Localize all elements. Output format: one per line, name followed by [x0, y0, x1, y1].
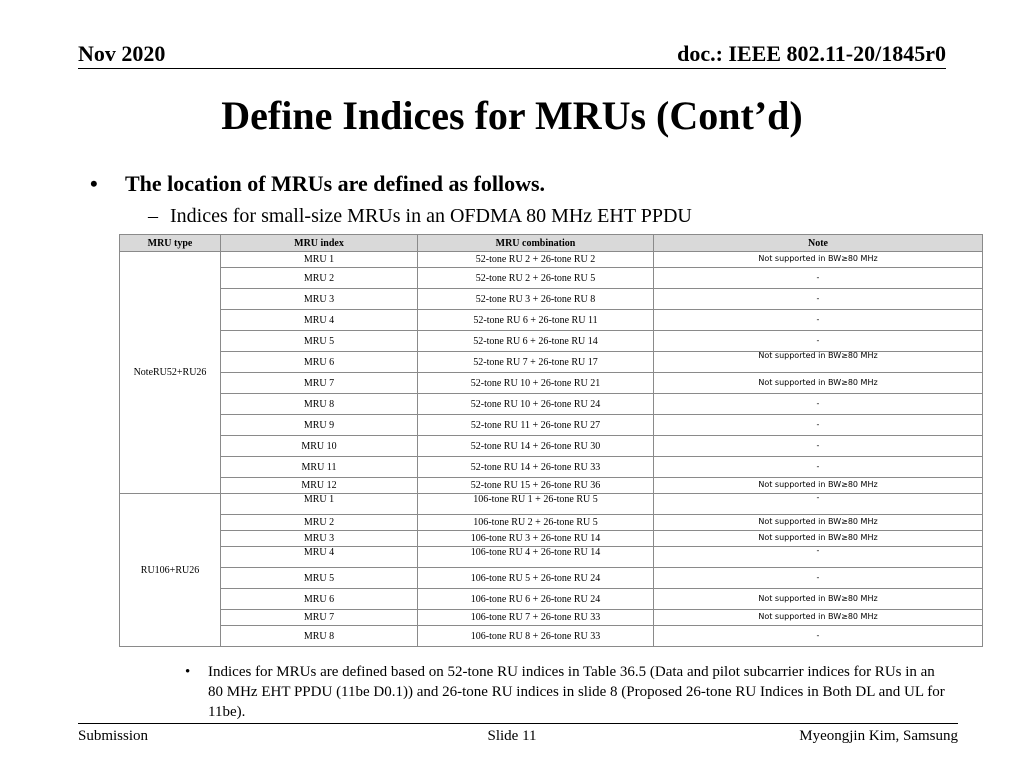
table-row	[120, 289, 983, 310]
note-cell: -	[654, 310, 983, 331]
footnote-marker: •	[185, 664, 191, 680]
note-cell: Not supported in BW≥80 MHz	[654, 252, 983, 268]
note-cell: -	[654, 568, 983, 589]
mru-index-cell: MRU 7	[221, 373, 418, 394]
table-row	[120, 531, 983, 547]
note-cell: -	[654, 626, 983, 647]
bullet-text: The location of MRUs are defined as follows.	[125, 171, 546, 196]
mru-combination-cell: 106-tone RU 5 + 26-tone RU 24	[418, 568, 654, 589]
table-row	[120, 515, 983, 531]
mru-index-cell: MRU 8	[221, 626, 418, 647]
table-row	[120, 394, 983, 415]
bullet-marker: •	[90, 171, 98, 196]
note-cell: Not supported in BW≥80 MHz	[654, 373, 983, 394]
note-cell: -	[654, 415, 983, 436]
column-header: MRU index	[221, 235, 418, 252]
mru-index-cell: MRU 1	[221, 494, 418, 515]
table-row	[120, 478, 983, 494]
table-row	[120, 457, 983, 478]
note-cell: -	[654, 268, 983, 289]
table-row	[120, 331, 983, 352]
header-date: Nov 2020	[78, 41, 166, 66]
note-cell: Not supported in BW≥80 MHz	[654, 589, 983, 610]
mru-combination-cell: 52-tone RU 6 + 26-tone RU 14	[418, 331, 654, 352]
mru-index-cell: MRU 4	[221, 310, 418, 331]
table-row	[120, 310, 983, 331]
column-header: MRU type	[120, 235, 221, 252]
header-divider	[78, 68, 946, 69]
column-header: MRU combination	[418, 235, 654, 252]
mru-combination-cell: 106-tone RU 7 + 26-tone RU 33	[418, 610, 654, 626]
mru-combination-cell: 106-tone RU 6 + 26-tone RU 24	[418, 589, 654, 610]
mru-index-cell: MRU 3	[221, 531, 418, 547]
mru-combination-cell: 52-tone RU 10 + 26-tone RU 24	[418, 394, 654, 415]
footer-submission: Submission	[78, 728, 149, 744]
mru-combination-cell: 52-tone RU 6 + 26-tone RU 11	[418, 310, 654, 331]
note-cell: -	[654, 289, 983, 310]
mru-index-cell: MRU 2	[221, 515, 418, 531]
table-header-row	[120, 235, 983, 252]
mru-index-cell: MRU 5	[221, 568, 418, 589]
bullet-level2	[148, 205, 692, 228]
mru-index-cell: MRU 5	[221, 331, 418, 352]
mru-index-cell: MRU 4	[221, 547, 418, 568]
note-cell: Not supported in BW≥80 MHz	[654, 478, 983, 494]
table-row	[120, 252, 983, 268]
mru-index-cell: MRU 9	[221, 415, 418, 436]
mru-combination-cell: 106-tone RU 4 + 26-tone RU 14	[418, 547, 654, 568]
sub-bullet-text: Indices for small-size MRUs in an OFDMA 80 MHz EHT PPDU	[170, 205, 692, 227]
note-cell: -	[654, 331, 983, 352]
mru-combination-cell: 106-tone RU 1 + 26-tone RU 5	[418, 494, 654, 515]
mru-index-cell: MRU 10	[221, 436, 418, 457]
footer-divider	[78, 723, 958, 724]
mru-combination-cell: 106-tone RU 8 + 26-tone RU 33	[418, 626, 654, 647]
table-row	[120, 373, 983, 394]
table-row	[120, 589, 983, 610]
mru-index-cell: MRU 2	[221, 268, 418, 289]
mru-index-table	[119, 234, 983, 647]
note-cell: -	[654, 457, 983, 478]
column-header: Note	[654, 235, 983, 252]
table-row	[120, 436, 983, 457]
mru-combination-cell: 106-tone RU 2 + 26-tone RU 5	[418, 515, 654, 531]
mru-combination-cell: 52-tone RU 14 + 26-tone RU 30	[418, 436, 654, 457]
table-row	[120, 626, 983, 647]
note-cell: -	[654, 547, 983, 568]
mru-type-cell: RU106+RU26	[120, 494, 221, 647]
footnote-text: Indices for MRUs are defined based on 52-tone RU indices in Table 36.5 (Data and pilot subcarrier indices for RUs in an 80 MHz EHT PPDU (11be D0.1)) and 26-tone RU indices in slide 8 (Proposed 26-tone RU Indices in Both DL and UL for 11be).	[208, 664, 945, 720]
note-cell: Not supported in BW≥80 MHz	[654, 515, 983, 531]
mru-index-cell: MRU 8	[221, 394, 418, 415]
mru-combination-cell: 52-tone RU 7 + 26-tone RU 17	[418, 352, 654, 373]
table-row	[120, 415, 983, 436]
mru-index-cell: MRU 3	[221, 289, 418, 310]
table-row	[120, 610, 983, 626]
table-row	[120, 352, 983, 373]
mru-combination-cell: 52-tone RU 2 + 26-tone RU 5	[418, 268, 654, 289]
mru-index-cell: MRU 12	[221, 478, 418, 494]
mru-index-cell: MRU 1	[221, 252, 418, 268]
header-doc-id: doc.: IEEE 802.11-20/1845r0	[677, 41, 946, 66]
note-cell: Not supported in BW≥80 MHz	[654, 352, 983, 373]
note-cell: Not supported in BW≥80 MHz	[654, 610, 983, 626]
sub-bullet-marker: –	[148, 205, 158, 227]
mru-combination-cell: 52-tone RU 15 + 26-tone RU 36	[418, 478, 654, 494]
mru-combination-cell: 106-tone RU 3 + 26-tone RU 14	[418, 531, 654, 547]
mru-combination-cell: 52-tone RU 10 + 26-tone RU 21	[418, 373, 654, 394]
slide-title: Define Indices for MRUs (Cont’d)	[221, 93, 803, 138]
table-row	[120, 568, 983, 589]
note-cell: -	[654, 494, 983, 515]
mru-index-cell: MRU 6	[221, 352, 418, 373]
note-cell: Not supported in BW≥80 MHz	[654, 531, 983, 547]
table-row	[120, 494, 983, 515]
note-cell: -	[654, 394, 983, 415]
footer-slide-number: Slide 11	[487, 728, 537, 744]
mru-index-cell: MRU 7	[221, 610, 418, 626]
table-row	[120, 547, 983, 568]
mru-combination-cell: 52-tone RU 3 + 26-tone RU 8	[418, 289, 654, 310]
mru-combination-cell: 52-tone RU 11 + 26-tone RU 27	[418, 415, 654, 436]
mru-combination-cell: 52-tone RU 2 + 26-tone RU 2	[418, 252, 654, 268]
mru-type-cell: NoteRU52+RU26	[120, 252, 221, 494]
table-row	[120, 268, 983, 289]
mru-index-cell: MRU 6	[221, 589, 418, 610]
footer-author: Myeongjin Kim, Samsung	[799, 728, 958, 744]
mru-index-cell: MRU 11	[221, 457, 418, 478]
mru-combination-cell: 52-tone RU 14 + 26-tone RU 33	[418, 457, 654, 478]
note-cell: -	[654, 436, 983, 457]
